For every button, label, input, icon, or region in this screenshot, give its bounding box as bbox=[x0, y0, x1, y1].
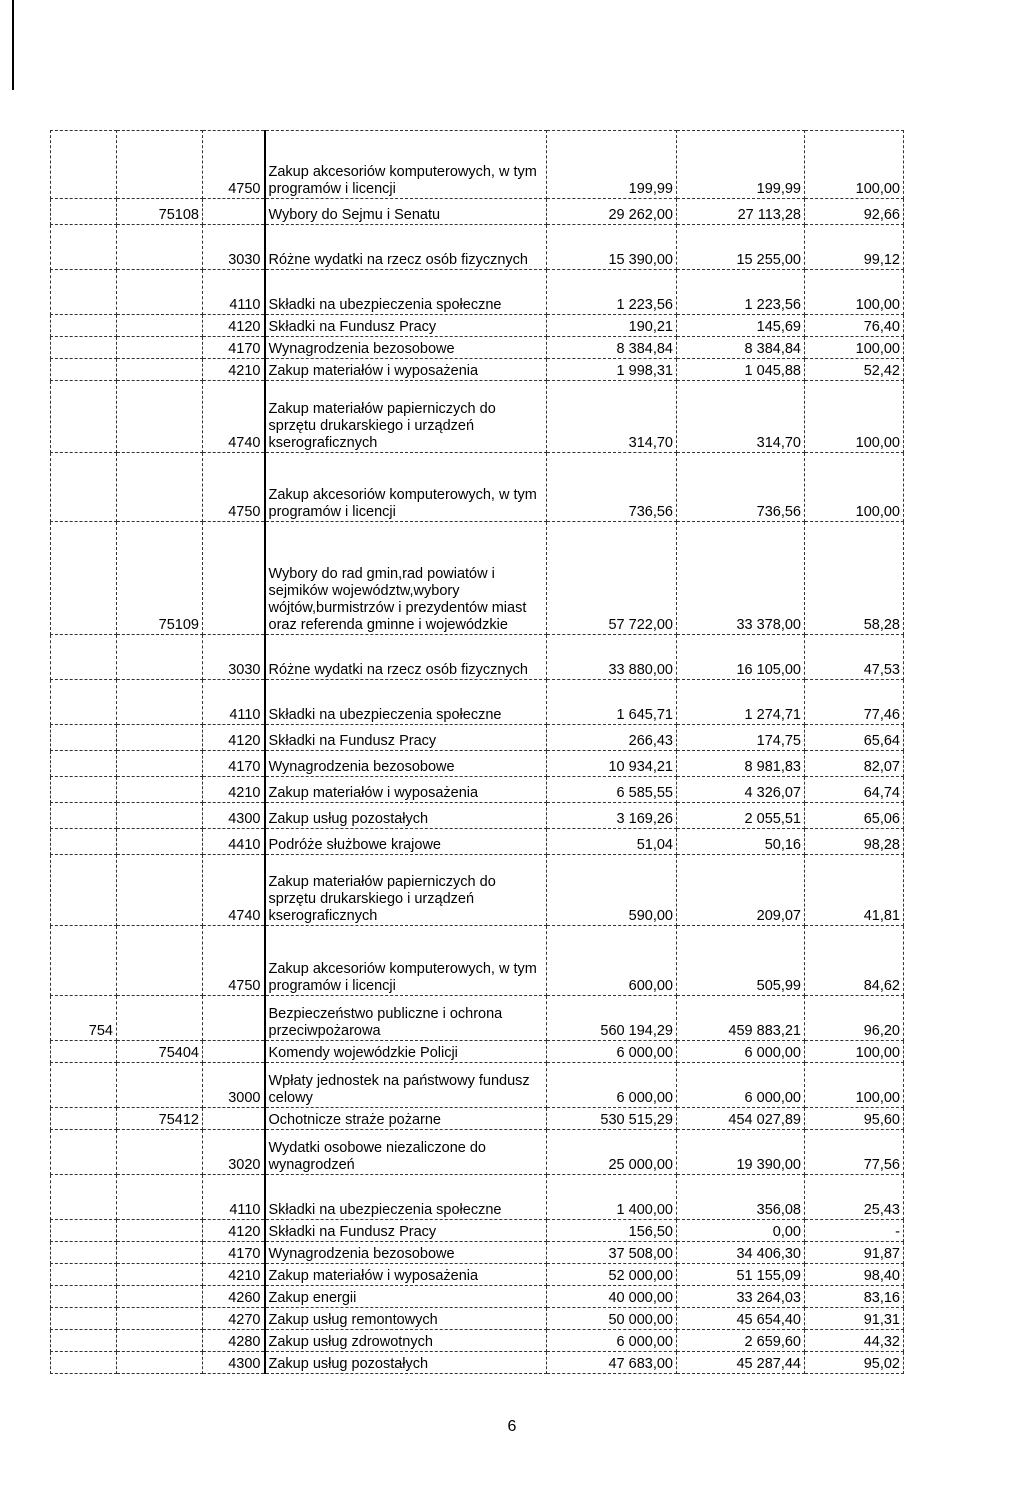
percent-cell: 95,02 bbox=[805, 1352, 904, 1374]
executed-amount-cell: 459 883,21 bbox=[677, 996, 805, 1041]
percent-cell: 52,42 bbox=[805, 359, 904, 381]
percent-cell: 100,00 bbox=[805, 1041, 904, 1063]
plan-amount-cell: 1 400,00 bbox=[547, 1175, 677, 1220]
budget-table bbox=[50, 130, 904, 1374]
percent-cell: 84,62 bbox=[805, 926, 904, 996]
plan-amount-cell: 6 000,00 bbox=[547, 1041, 677, 1063]
section-code-cell bbox=[51, 855, 117, 926]
paragraph-code-cell: 3020 bbox=[203, 1130, 265, 1175]
percent-cell: 65,06 bbox=[805, 803, 904, 829]
budget-table-body bbox=[51, 131, 904, 1374]
paragraph-code-cell: 4210 bbox=[203, 777, 265, 803]
paragraph-code-cell bbox=[203, 522, 265, 635]
executed-amount-cell: 33 378,00 bbox=[677, 522, 805, 635]
chapter-code-cell bbox=[117, 803, 203, 829]
chapter-code-cell bbox=[117, 680, 203, 725]
description-cell: Zakup materiałów i wyposażenia bbox=[265, 359, 547, 381]
executed-amount-cell: 16 105,00 bbox=[677, 635, 805, 680]
table-row bbox=[51, 1286, 904, 1308]
description-cell: Składki na ubezpieczenia społeczne bbox=[265, 680, 547, 725]
paragraph-code-cell: 4110 bbox=[203, 680, 265, 725]
chapter-code-cell bbox=[117, 1063, 203, 1108]
chapter-code-cell bbox=[117, 225, 203, 270]
chapter-code-cell bbox=[117, 1175, 203, 1220]
description-cell: Zakup usług pozostałych bbox=[265, 803, 547, 829]
page-number: 6 bbox=[507, 1418, 517, 1435]
percent-cell: 99,12 bbox=[805, 225, 904, 270]
chapter-code-cell: 75412 bbox=[117, 1108, 203, 1130]
section-code-cell bbox=[51, 1330, 117, 1352]
section-code-cell: 754 bbox=[51, 996, 117, 1041]
executed-amount-cell: 50,16 bbox=[677, 829, 805, 855]
chapter-code-cell bbox=[117, 453, 203, 522]
plan-amount-cell: 1 998,31 bbox=[547, 359, 677, 381]
chapter-code-cell bbox=[117, 337, 203, 359]
executed-amount-cell: 0,00 bbox=[677, 1220, 805, 1242]
description-cell: Różne wydatki na rzecz osób fizycznych bbox=[265, 635, 547, 680]
paragraph-code-cell: 4740 bbox=[203, 855, 265, 926]
paragraph-code-cell: 4170 bbox=[203, 1242, 265, 1264]
percent-cell: 100,00 bbox=[805, 453, 904, 522]
chapter-code-cell: 75108 bbox=[117, 199, 203, 225]
table-row bbox=[51, 522, 904, 635]
paragraph-code-cell: 4280 bbox=[203, 1330, 265, 1352]
executed-amount-cell: 2 659,60 bbox=[677, 1330, 805, 1352]
table-row bbox=[51, 1130, 904, 1175]
table-row bbox=[51, 803, 904, 829]
table-row bbox=[51, 270, 904, 315]
description-cell: Ochotnicze straże pożarne bbox=[265, 1108, 547, 1130]
description-cell: Bezpieczeństwo publiczne i ochrona przeciwpożarowa bbox=[265, 996, 547, 1041]
paragraph-code-cell: 3030 bbox=[203, 225, 265, 270]
description-cell: Składki na ubezpieczenia społeczne bbox=[265, 270, 547, 315]
paragraph-code-cell: 4120 bbox=[203, 1220, 265, 1242]
section-code-cell bbox=[51, 1286, 117, 1308]
percent-cell: 98,28 bbox=[805, 829, 904, 855]
percent-cell: 44,32 bbox=[805, 1330, 904, 1352]
plan-amount-cell: 29 262,00 bbox=[547, 199, 677, 225]
executed-amount-cell: 209,07 bbox=[677, 855, 805, 926]
paragraph-code-cell: 3030 bbox=[203, 635, 265, 680]
chapter-code-cell bbox=[117, 996, 203, 1041]
section-code-cell bbox=[51, 1220, 117, 1242]
chapter-code-cell bbox=[117, 1242, 203, 1264]
plan-amount-cell: 50 000,00 bbox=[547, 1308, 677, 1330]
plan-amount-cell: 590,00 bbox=[547, 855, 677, 926]
description-cell: Zakup materiałów i wyposażenia bbox=[265, 777, 547, 803]
section-code-cell bbox=[51, 1130, 117, 1175]
percent-cell: 65,64 bbox=[805, 725, 904, 751]
section-code-cell bbox=[51, 751, 117, 777]
executed-amount-cell: 356,08 bbox=[677, 1175, 805, 1220]
chapter-code-cell bbox=[117, 1330, 203, 1352]
description-cell: Wynagrodzenia bezosobowe bbox=[265, 337, 547, 359]
executed-amount-cell: 145,69 bbox=[677, 315, 805, 337]
chapter-code-cell bbox=[117, 1286, 203, 1308]
table-row bbox=[51, 1264, 904, 1286]
description-cell: Zakup akcesoriów komputerowych, w tym programów i licencji bbox=[265, 926, 547, 996]
plan-amount-cell: 560 194,29 bbox=[547, 996, 677, 1041]
table-row bbox=[51, 381, 904, 453]
chapter-code-cell bbox=[117, 751, 203, 777]
section-code-cell bbox=[51, 199, 117, 225]
section-code-cell bbox=[51, 522, 117, 635]
percent-cell: 64,74 bbox=[805, 777, 904, 803]
table-row bbox=[51, 1330, 904, 1352]
chapter-code-cell bbox=[117, 777, 203, 803]
executed-amount-cell: 8 981,83 bbox=[677, 751, 805, 777]
plan-amount-cell: 266,43 bbox=[547, 725, 677, 751]
section-code-cell bbox=[51, 1352, 117, 1374]
section-code-cell bbox=[51, 1264, 117, 1286]
description-cell: Wpłaty jednostek na państwowy fundusz celowy bbox=[265, 1063, 547, 1108]
section-code-cell bbox=[51, 225, 117, 270]
description-cell: Składki na ubezpieczenia społeczne bbox=[265, 1175, 547, 1220]
description-cell: Wydatki osobowe niezaliczone do wynagrodzeń bbox=[265, 1130, 547, 1175]
percent-cell: - bbox=[805, 1220, 904, 1242]
table-row bbox=[51, 1063, 904, 1108]
executed-amount-cell: 34 406,30 bbox=[677, 1242, 805, 1264]
table-row bbox=[51, 751, 904, 777]
description-cell: Zakup akcesoriów komputerowych, w tym programów i licencji bbox=[265, 453, 547, 522]
paragraph-code-cell: 4110 bbox=[203, 270, 265, 315]
paragraph-code-cell: 4750 bbox=[203, 926, 265, 996]
chapter-code-cell bbox=[117, 270, 203, 315]
plan-amount-cell: 52 000,00 bbox=[547, 1264, 677, 1286]
percent-cell: 25,43 bbox=[805, 1175, 904, 1220]
chapter-code-cell bbox=[117, 315, 203, 337]
description-cell: Wybory do Sejmu i Senatu bbox=[265, 199, 547, 225]
table-row bbox=[51, 337, 904, 359]
table-row bbox=[51, 855, 904, 926]
section-code-cell bbox=[51, 680, 117, 725]
paragraph-code-cell: 4270 bbox=[203, 1308, 265, 1330]
description-cell: Zakup usług zdrowotnych bbox=[265, 1330, 547, 1352]
section-code-cell bbox=[51, 1063, 117, 1108]
plan-amount-cell: 6 000,00 bbox=[547, 1330, 677, 1352]
plan-amount-cell: 600,00 bbox=[547, 926, 677, 996]
section-code-cell bbox=[51, 315, 117, 337]
table-row bbox=[51, 1308, 904, 1330]
paragraph-code-cell bbox=[203, 1108, 265, 1130]
chapter-code-cell bbox=[117, 381, 203, 453]
description-cell: Wynagrodzenia bezosobowe bbox=[265, 751, 547, 777]
plan-amount-cell: 25 000,00 bbox=[547, 1130, 677, 1175]
executed-amount-cell: 174,75 bbox=[677, 725, 805, 751]
paragraph-code-cell: 4110 bbox=[203, 1175, 265, 1220]
executed-amount-cell: 1 274,71 bbox=[677, 680, 805, 725]
percent-cell: 47,53 bbox=[805, 635, 904, 680]
chapter-code-cell bbox=[117, 725, 203, 751]
percent-cell: 82,07 bbox=[805, 751, 904, 777]
percent-cell: 76,40 bbox=[805, 315, 904, 337]
plan-amount-cell: 3 169,26 bbox=[547, 803, 677, 829]
percent-cell: 41,81 bbox=[805, 855, 904, 926]
section-code-cell bbox=[51, 926, 117, 996]
plan-amount-cell: 6 000,00 bbox=[547, 1063, 677, 1108]
plan-amount-cell: 51,04 bbox=[547, 829, 677, 855]
executed-amount-cell: 15 255,00 bbox=[677, 225, 805, 270]
paragraph-code-cell: 4170 bbox=[203, 337, 265, 359]
executed-amount-cell: 454 027,89 bbox=[677, 1108, 805, 1130]
percent-cell: 95,60 bbox=[805, 1108, 904, 1130]
paragraph-code-cell: 4300 bbox=[203, 1352, 265, 1374]
plan-amount-cell: 40 000,00 bbox=[547, 1286, 677, 1308]
executed-amount-cell: 45 654,40 bbox=[677, 1308, 805, 1330]
plan-amount-cell: 1 223,56 bbox=[547, 270, 677, 315]
percent-cell: 100,00 bbox=[805, 270, 904, 315]
executed-amount-cell: 6 000,00 bbox=[677, 1041, 805, 1063]
description-cell: Składki na Fundusz Pracy bbox=[265, 725, 547, 751]
section-code-cell bbox=[51, 829, 117, 855]
section-code-cell bbox=[51, 453, 117, 522]
description-cell: Komendy wojewódzkie Policji bbox=[265, 1041, 547, 1063]
section-code-cell bbox=[51, 803, 117, 829]
chapter-code-cell bbox=[117, 829, 203, 855]
plan-amount-cell: 15 390,00 bbox=[547, 225, 677, 270]
table-row bbox=[51, 1352, 904, 1374]
description-cell: Zakup usług pozostałych bbox=[265, 1352, 547, 1374]
chapter-code-cell bbox=[117, 1220, 203, 1242]
plan-amount-cell: 6 585,55 bbox=[547, 777, 677, 803]
chapter-code-cell bbox=[117, 359, 203, 381]
executed-amount-cell: 1 223,56 bbox=[677, 270, 805, 315]
description-cell: Zakup materiałów i wyposażenia bbox=[265, 1264, 547, 1286]
paragraph-code-cell bbox=[203, 1041, 265, 1063]
table-row bbox=[51, 777, 904, 803]
paragraph-code-cell: 4740 bbox=[203, 381, 265, 453]
description-cell: Podróże służbowe krajowe bbox=[265, 829, 547, 855]
description-cell: Zakup materiałów papierniczych do sprzętu drukarskiego i urządzeń kserograficznych bbox=[265, 855, 547, 926]
section-code-cell bbox=[51, 1041, 117, 1063]
percent-cell: 100,00 bbox=[805, 337, 904, 359]
executed-amount-cell: 33 264,03 bbox=[677, 1286, 805, 1308]
paragraph-code-cell: 4750 bbox=[203, 453, 265, 522]
percent-cell: 91,87 bbox=[805, 1242, 904, 1264]
plan-amount-cell: 37 508,00 bbox=[547, 1242, 677, 1264]
plan-amount-cell: 8 384,84 bbox=[547, 337, 677, 359]
chapter-code-cell bbox=[117, 1130, 203, 1175]
percent-cell: 58,28 bbox=[805, 522, 904, 635]
description-cell: Wybory do rad gmin,rad powiatów i sejmików województw,wybory wójtów,burmistrzów i prezydentów miast oraz referenda gminne i wojewódzkie bbox=[265, 522, 547, 635]
executed-amount-cell: 199,99 bbox=[677, 131, 805, 199]
executed-amount-cell: 4 326,07 bbox=[677, 777, 805, 803]
section-code-cell bbox=[51, 1108, 117, 1130]
section-code-cell bbox=[51, 131, 117, 199]
plan-amount-cell: 190,21 bbox=[547, 315, 677, 337]
plan-amount-cell: 530 515,29 bbox=[547, 1108, 677, 1130]
table-row bbox=[51, 680, 904, 725]
plan-amount-cell: 199,99 bbox=[547, 131, 677, 199]
plan-amount-cell: 33 880,00 bbox=[547, 635, 677, 680]
table-row bbox=[51, 131, 904, 199]
plan-amount-cell: 47 683,00 bbox=[547, 1352, 677, 1374]
executed-amount-cell: 314,70 bbox=[677, 381, 805, 453]
percent-cell: 77,56 bbox=[805, 1130, 904, 1175]
chapter-code-cell bbox=[117, 1352, 203, 1374]
percent-cell: 77,46 bbox=[805, 680, 904, 725]
plan-amount-cell: 736,56 bbox=[547, 453, 677, 522]
paragraph-code-cell: 4750 bbox=[203, 131, 265, 199]
paragraph-code-cell bbox=[203, 199, 265, 225]
table-row bbox=[51, 225, 904, 270]
percent-cell: 100,00 bbox=[805, 131, 904, 199]
plan-amount-cell: 1 645,71 bbox=[547, 680, 677, 725]
section-code-cell bbox=[51, 359, 117, 381]
percent-cell: 91,31 bbox=[805, 1308, 904, 1330]
table-row bbox=[51, 635, 904, 680]
plan-amount-cell: 10 934,21 bbox=[547, 751, 677, 777]
paragraph-code-cell: 4300 bbox=[203, 803, 265, 829]
percent-cell: 98,40 bbox=[805, 1264, 904, 1286]
scan-edge-line bbox=[12, 0, 14, 90]
section-code-cell bbox=[51, 1308, 117, 1330]
chapter-code-cell bbox=[117, 131, 203, 199]
paragraph-code-cell: 4410 bbox=[203, 829, 265, 855]
description-cell: Składki na Fundusz Pracy bbox=[265, 1220, 547, 1242]
section-code-cell bbox=[51, 1175, 117, 1220]
section-code-cell bbox=[51, 1242, 117, 1264]
description-cell: Zakup akcesoriów komputerowych, w tym programów i licencji bbox=[265, 131, 547, 199]
chapter-code-cell bbox=[117, 926, 203, 996]
section-code-cell bbox=[51, 270, 117, 315]
percent-cell: 83,16 bbox=[805, 1286, 904, 1308]
percent-cell: 100,00 bbox=[805, 1063, 904, 1108]
percent-cell: 100,00 bbox=[805, 381, 904, 453]
executed-amount-cell: 2 055,51 bbox=[677, 803, 805, 829]
description-cell: Składki na Fundusz Pracy bbox=[265, 315, 547, 337]
executed-amount-cell: 1 045,88 bbox=[677, 359, 805, 381]
table-row bbox=[51, 1175, 904, 1220]
chapter-code-cell bbox=[117, 635, 203, 680]
description-cell: Zakup materiałów papierniczych do sprzętu drukarskiego i urządzeń kserograficznych bbox=[265, 381, 547, 453]
table-row bbox=[51, 1108, 904, 1130]
table-row bbox=[51, 926, 904, 996]
executed-amount-cell: 27 113,28 bbox=[677, 199, 805, 225]
description-cell: Zakup energii bbox=[265, 1286, 547, 1308]
paragraph-code-cell: 4210 bbox=[203, 1264, 265, 1286]
table-row bbox=[51, 996, 904, 1041]
paragraph-code-cell: 4210 bbox=[203, 359, 265, 381]
table-row bbox=[51, 359, 904, 381]
executed-amount-cell: 6 000,00 bbox=[677, 1063, 805, 1108]
table-row bbox=[51, 1242, 904, 1264]
description-cell: Różne wydatki na rzecz osób fizycznych bbox=[265, 225, 547, 270]
section-code-cell bbox=[51, 337, 117, 359]
section-code-cell bbox=[51, 725, 117, 751]
chapter-code-cell: 75109 bbox=[117, 522, 203, 635]
section-code-cell bbox=[51, 635, 117, 680]
description-cell: Wynagrodzenia bezosobowe bbox=[265, 1242, 547, 1264]
description-cell: Zakup usług remontowych bbox=[265, 1308, 547, 1330]
plan-amount-cell: 57 722,00 bbox=[547, 522, 677, 635]
chapter-code-cell bbox=[117, 1308, 203, 1330]
table-row bbox=[51, 1041, 904, 1063]
percent-cell: 96,20 bbox=[805, 996, 904, 1041]
table-row bbox=[51, 199, 904, 225]
table-row bbox=[51, 829, 904, 855]
executed-amount-cell: 8 384,84 bbox=[677, 337, 805, 359]
executed-amount-cell: 51 155,09 bbox=[677, 1264, 805, 1286]
section-code-cell bbox=[51, 381, 117, 453]
executed-amount-cell: 19 390,00 bbox=[677, 1130, 805, 1175]
table-row bbox=[51, 725, 904, 751]
paragraph-code-cell: 4170 bbox=[203, 751, 265, 777]
paragraph-code-cell: 4120 bbox=[203, 315, 265, 337]
chapter-code-cell: 75404 bbox=[117, 1041, 203, 1063]
paragraph-code-cell: 4120 bbox=[203, 725, 265, 751]
chapter-code-cell bbox=[117, 855, 203, 926]
table-row bbox=[51, 1220, 904, 1242]
plan-amount-cell: 156,50 bbox=[547, 1220, 677, 1242]
plan-amount-cell: 314,70 bbox=[547, 381, 677, 453]
paragraph-code-cell bbox=[203, 996, 265, 1041]
percent-cell: 92,66 bbox=[805, 199, 904, 225]
executed-amount-cell: 736,56 bbox=[677, 453, 805, 522]
table-row bbox=[51, 453, 904, 522]
section-code-cell bbox=[51, 777, 117, 803]
table-row bbox=[51, 315, 904, 337]
paragraph-code-cell: 3000 bbox=[203, 1063, 265, 1108]
executed-amount-cell: 505,99 bbox=[677, 926, 805, 996]
paragraph-code-cell: 4260 bbox=[203, 1286, 265, 1308]
chapter-code-cell bbox=[117, 1264, 203, 1286]
executed-amount-cell: 45 287,44 bbox=[677, 1352, 805, 1374]
